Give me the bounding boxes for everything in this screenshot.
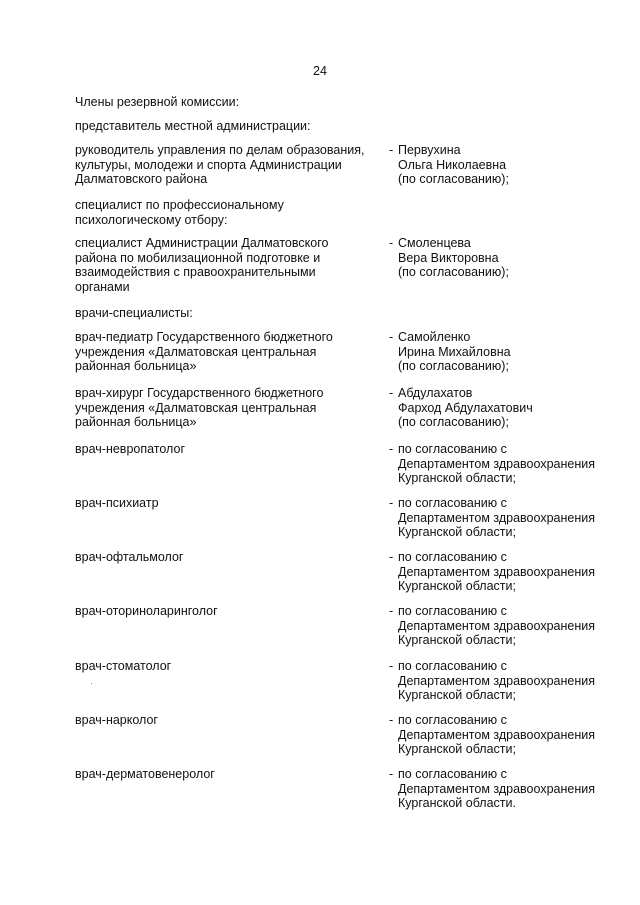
- member-role: врач-педиатр Государственного бюджетного учреждения «Далматовская центральная районная больница»: [75, 330, 333, 373]
- dash-mark: -: [389, 442, 394, 456]
- dash-mark: -: [389, 386, 394, 400]
- member-name: по согласованию с Департаментом здравоохранения Курганской области;: [398, 496, 595, 539]
- member-name: по согласованию с Департаментом здравоохранения Курганской области;: [398, 604, 595, 647]
- member-role: врач-хирург Государственного бюджетного учреждения «Далматовская центральная районная больница»: [75, 386, 324, 429]
- dash-mark: -: [389, 330, 394, 344]
- local-admin-heading: представитель местной администрации:: [75, 119, 311, 133]
- dash-mark: -: [389, 604, 394, 618]
- dash-mark: -: [389, 143, 394, 157]
- member-role: врач-психиатр: [75, 496, 159, 510]
- scan-speck: [91, 683, 92, 684]
- member-name: по согласованию с Департаментом здравоохранения Курганской области.: [398, 767, 595, 810]
- member-role: врач-дерматовенеролог: [75, 767, 215, 781]
- member-role: врач-оториноларинголог: [75, 604, 218, 618]
- member-role: руководитель управления по делам образования, культуры, молодежи и спорта Администрации Далматовского района: [75, 143, 365, 186]
- member-name: Самойленко Ирина Михайловна (по согласованию);: [398, 330, 511, 373]
- psych-specialist-heading: специалист по профессиональному психологическому отбору:: [75, 198, 284, 227]
- member-role: врач-невропатолог: [75, 442, 185, 456]
- member-name: Абдулахатов Фарход Абдулахатович (по согласованию);: [398, 386, 533, 429]
- page-number: 24: [313, 64, 327, 78]
- member-name: по согласованию с Департаментом здравоохранения Курганской области;: [398, 659, 595, 702]
- member-name: по согласованию с Департаментом здравоохранения Курганской области;: [398, 713, 595, 756]
- dash-mark: -: [389, 659, 394, 673]
- reserve-commission-heading: Члены резервной комиссии:: [75, 95, 240, 109]
- dash-mark: -: [389, 550, 394, 564]
- dash-mark: -: [389, 496, 394, 510]
- member-role: специалист Администрации Далматовского района по мобилизационной подготовке и взаимодействия с правоохранительными органами: [75, 236, 329, 294]
- member-name: Смоленцева Вера Викторовна (по согласованию);: [398, 236, 509, 279]
- dash-mark: -: [389, 767, 394, 781]
- doctors-heading: врачи-специалисты:: [75, 306, 193, 320]
- member-name: по согласованию с Департаментом здравоохранения Курганской области;: [398, 550, 595, 593]
- member-name: Первухина Ольга Николаевна (по согласованию);: [398, 143, 509, 186]
- member-role: врач-нарколог: [75, 713, 158, 727]
- dash-mark: -: [389, 713, 394, 727]
- dash-mark: -: [389, 236, 394, 250]
- member-role: врач-стоматолог: [75, 659, 172, 673]
- member-role: врач-офтальмолог: [75, 550, 184, 564]
- member-name: по согласованию с Департаментом здравоохранения Курганской области;: [398, 442, 595, 485]
